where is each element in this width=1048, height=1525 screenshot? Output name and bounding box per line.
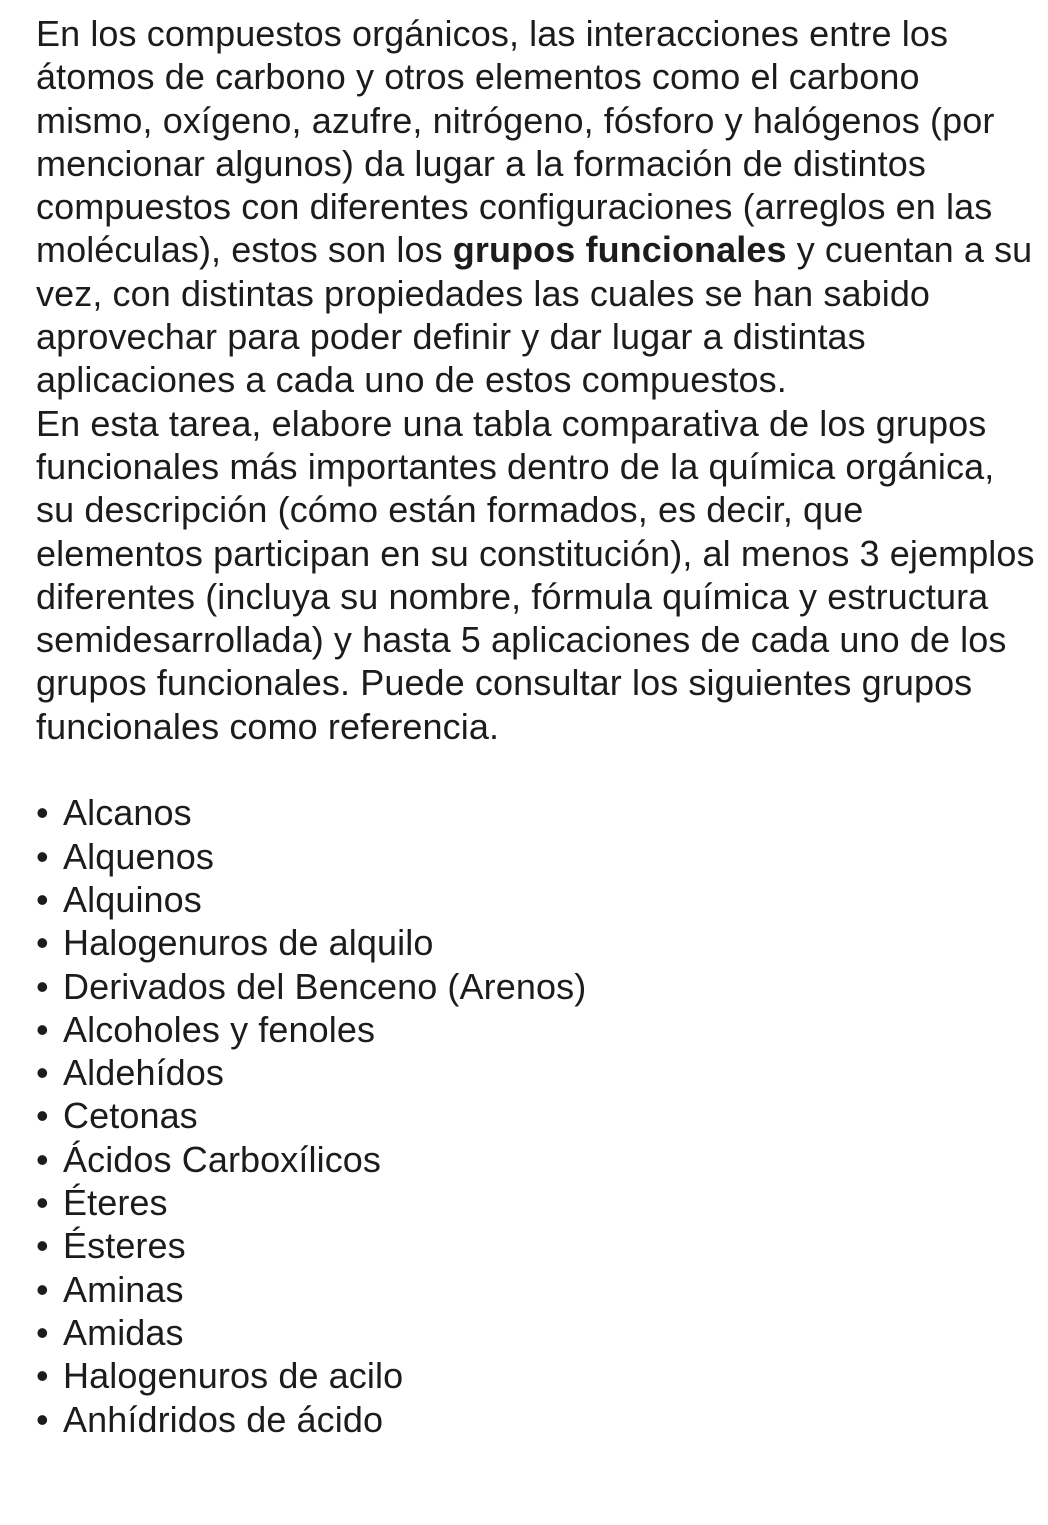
list-item (36, 1398, 1036, 1441)
list-item (36, 878, 1036, 921)
list-item-label: Aldehídos (63, 1052, 225, 1094)
bullet-icon: • (36, 1095, 49, 1137)
list-item (36, 1224, 1036, 1267)
bullet-icon: • (36, 1138, 49, 1180)
bullet-icon: • (36, 965, 49, 1007)
list-item-label: Aminas (63, 1268, 184, 1310)
list-item-label: Ésteres (63, 1225, 186, 1267)
list-item-label: Alquinos (63, 878, 202, 920)
list-item (36, 1311, 1036, 1354)
functional-groups-list (36, 791, 1036, 1440)
list-item-label: Alquenos (63, 835, 214, 877)
list-item (36, 1268, 1036, 1311)
list-item-label: Halogenuros de alquilo (63, 922, 434, 964)
bullet-icon: • (36, 1225, 49, 1267)
list-item-label: Ácidos Carboxílicos (63, 1138, 382, 1180)
bullet-icon: • (36, 835, 49, 877)
list-item-label: Éteres (63, 1182, 168, 1224)
list-item (36, 835, 1036, 878)
bullet-icon: • (36, 878, 49, 920)
bullet-icon: • (36, 792, 49, 834)
intro-bold-term: grupos funcionales (452, 229, 787, 271)
list-item-label: Halogenuros de acilo (63, 1355, 404, 1397)
bullet-icon: • (36, 1311, 49, 1353)
list-item-label: Alcanos (63, 792, 192, 834)
bullet-icon: • (36, 1182, 49, 1224)
bullet-icon: • (36, 922, 49, 964)
list-item (36, 921, 1036, 964)
bullet-icon: • (36, 1355, 49, 1397)
bullet-icon: • (36, 1268, 49, 1310)
intro-paragraph (36, 12, 1036, 402)
bullet-icon: • (36, 1008, 49, 1050)
paragraph-spacer (36, 748, 1036, 791)
list-item-label: Alcoholes y fenoles (63, 1008, 376, 1050)
list-item-label: Derivados del Benceno (Arenos) (63, 965, 587, 1007)
list-item (36, 1094, 1036, 1137)
task-paragraph: En esta tarea, elabore una tabla comparativa de los grupos funcionales más importantes dentro de la química orgánica, su descripción (cómo están formados, es decir, que elementos participan en su constitución), al menos 3 ejemplos diferentes (incluya su nombre, fórmula química y estructura semidesarrollada) y hasta 5 aplicaciones de cada uno de los grupos funcionales. Puede consultar los siguientes grupos funcionales como referencia. (36, 402, 1035, 747)
document-body (36, 12, 1036, 1441)
list-item (36, 1181, 1036, 1224)
list-item (36, 791, 1036, 834)
intro-text-start: En los compuestos orgánicos, las interacciones entre los átomos de carbono y otros elementos como el carbono mismo, oxígeno, azufre, nitrógeno, fósforo y halógenos (por mencionar algunos) da lugar a la formación de distintos compuestos con diferentes configuraciones (arreglos en las moléculas), estos son los (36, 13, 995, 271)
bullet-icon: • (36, 1398, 49, 1440)
list-item-label: Anhídridos de ácido (63, 1398, 384, 1440)
list-item (36, 1051, 1036, 1094)
list-item (36, 1008, 1036, 1051)
list-item-label: Cetonas (63, 1095, 198, 1137)
list-item (36, 965, 1036, 1008)
list-item-label: Amidas (63, 1311, 184, 1353)
list-item (36, 1354, 1036, 1397)
intro-text-end: y cuentan a su vez, con distintas propiedades las cuales se han sabido aprovechar para poder definir y dar lugar a distintas aplicaciones a cada uno de estos compuestos. (36, 229, 1033, 401)
list-item (36, 1138, 1036, 1181)
bullet-icon: • (36, 1052, 49, 1094)
